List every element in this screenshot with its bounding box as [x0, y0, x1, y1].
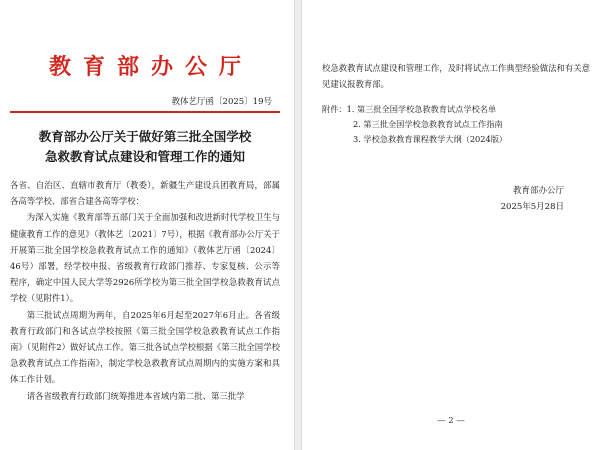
document-page-1: [0, 0, 294, 450]
red-divider-line: [10, 111, 280, 113]
signing-office: 教育部办公厅: [512, 186, 564, 197]
document-title: [10, 127, 280, 167]
page-number: — 2 —: [437, 416, 465, 426]
attachment-3: 3. 学校急救教育课程教学大纲（2024版）: [353, 134, 508, 145]
document-number: 教体艺厅函〔2025〕19号: [171, 97, 272, 107]
attachment-item: [322, 132, 590, 147]
attachment-2: 2. 第三批全国学校急救教育试点工作指南: [353, 119, 503, 130]
signing-date: 2025年5月28日: [500, 202, 564, 213]
page-separator: [294, 0, 302, 450]
continuation-paragraph: 校急救教育试点建设和管理工作，及时将试点工作典型经验做法和有关意见建议报教育部。: [322, 63, 590, 90]
addressee-paragraph: 各省、自治区、直辖市教育厅（教委），新疆生产建设兵团教育局，部属各高等学校、部省合建各高等学校：: [10, 180, 280, 207]
body-paragraph-3: 请各省级教育行政部门统筹推进本省域内第二批、第三批学: [26, 390, 245, 401]
attachment-item: [322, 102, 590, 117]
title-line-2: 急救教育试点建设和管理工作的通知: [44, 149, 245, 164]
title-line-1: 教育部办公厅关于做好第三批全国学校: [38, 129, 252, 144]
attachments-list: [322, 102, 590, 147]
issuing-office-header: 教育部办公厅: [48, 54, 253, 80]
attachments-label: 附件：: [322, 104, 347, 115]
attachment-1: 1. 第三批全国学校急救教育试点学校名单: [346, 104, 497, 115]
document-page-2: [302, 0, 600, 450]
body-paragraph-1: 为深入实施《教育部等五部门关于全面加强和改进新时代学校卫生与健康教育工作的意见》（教体艺〔2021〕7号），根据《教育部办公厅关于开展第三批全国学校急救教育试点工作的通知》（教体艺厅函〔2024〕46号）部署，经学校申报、省级教育行政部门推荐、专家复核、公示等程序，确定中国人民大学等2926所学校为第三批全国学校急救教育试点学校（见附件1）。: [10, 212, 280, 304]
attachment-item: [322, 117, 590, 132]
body-paragraph-2: 第三批试点周期为两年，自2025年6月起至2027年6月止。各省级教育行政部门和各试点学校按照《第三批全国学校急救教育试点工作指南》（见附件2）做好试点工作。第三批各试点学校根据《第三批全国学校急救教育试点工作指南》，制定学校急救教育试点周期内的实施方案和具体工作计划。: [10, 309, 280, 385]
signature-block: [322, 183, 590, 215]
